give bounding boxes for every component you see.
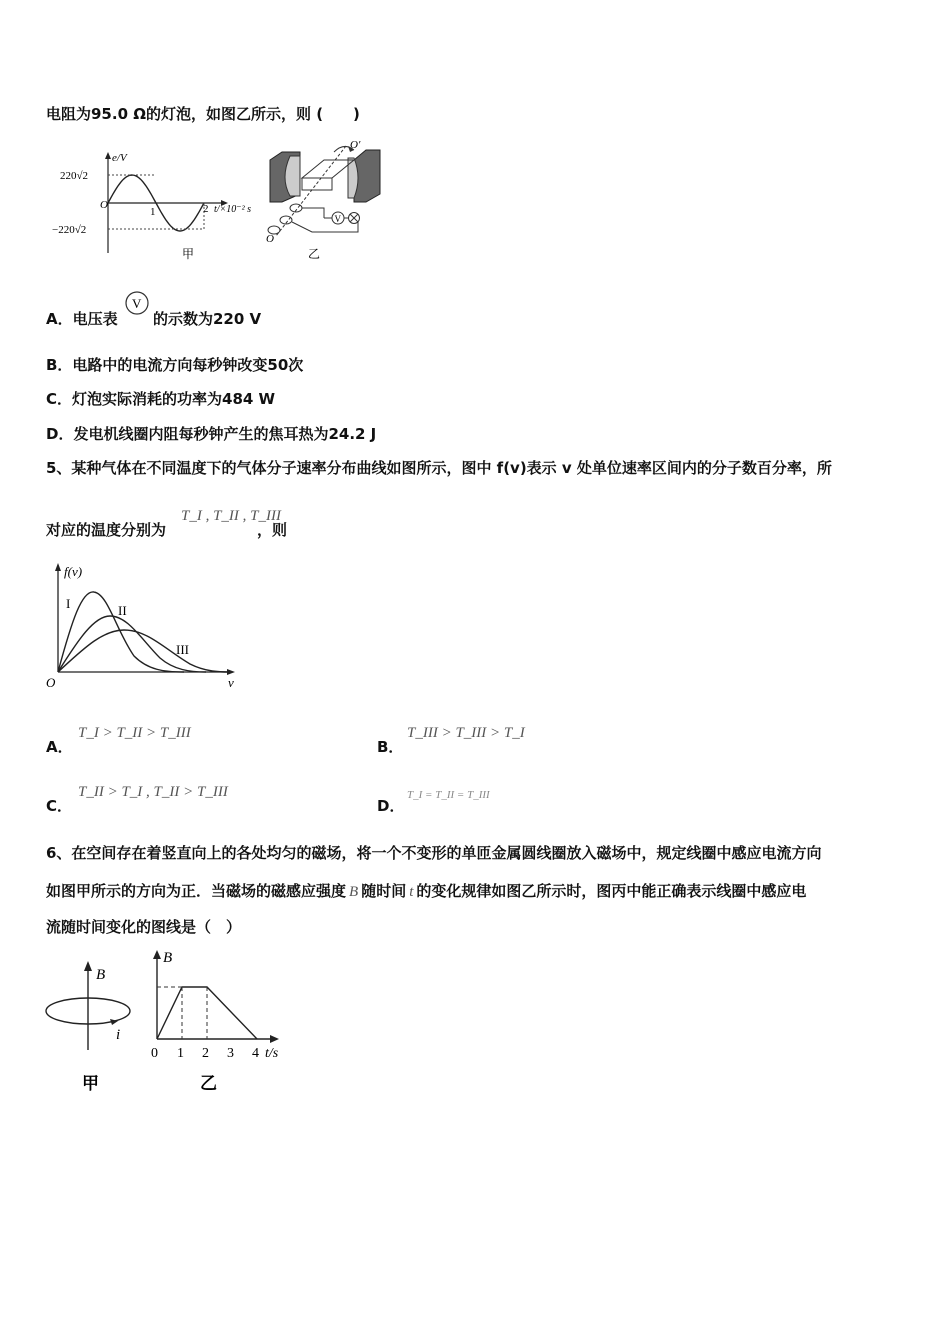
q6-line2-c: 的变化规律如图乙所示时，图丙中能正确表示线圈中感应电 [416,882,807,900]
x-arrow [270,1035,279,1043]
label-O1: O′ [350,139,361,151]
curve-III [58,630,230,672]
y-neg-label: −220√2 [52,224,87,236]
q5-stem-line1: 5、某种气体在不同温度下的气体分子速率分布曲线如图所示，图中 f(v)表示 v 处单位速率区间内的分子数百分率，所 [46,459,832,477]
label-O: O [266,233,274,245]
q5-figure [44,560,244,692]
q5-option-d-label: D． [377,797,405,815]
y-arrow [105,152,111,159]
q6-figure-jia [40,955,140,1095]
wire-2 [292,218,358,232]
curve-I-label: I [66,596,71,611]
caption-jia: 甲 [82,1074,99,1093]
xlabel: t/s [265,1046,279,1061]
caption-jia: 甲 [182,247,195,261]
q4-option-a-suffix: 的示数为220 V [153,310,262,328]
q5-option-a-math: T_I > T_II > T_III [78,725,191,741]
magnet-left-face [285,156,300,196]
ylabel: B [163,950,173,966]
tick-4: 4 [252,1046,259,1061]
q5-option-c-label: C． [46,797,73,815]
wire-1 [302,208,324,218]
tick-3: 3 [227,1046,234,1061]
q5-option-d-math: T_I = T_II = T_III [407,789,490,801]
q6-line2 [46,880,806,901]
tick-2: 2 [202,1046,209,1061]
tick2-label: 2 [203,203,209,215]
q5-stem-line2 [46,519,166,540]
tick-1: 1 [177,1046,184,1061]
q5-stem-math: T_I , T_II , T_III [181,508,281,524]
q5-stem-prefix: 对应的温度分别为 [46,521,167,539]
tick1-label: 1 [150,206,156,218]
q5-stem-suffix: ，则 [257,521,288,539]
q6-line2-a: 如图甲所示的方向为正．当磁场的磁感应强度 [46,882,347,900]
q4-option-d: D．发电机线圈内阻每秒钟产生的焦耳热为24.2 J [46,425,377,443]
q5-option-c-math: T_II > T_I , T_II > T_III [78,784,228,800]
voltmeter-symbol-text: V [132,296,142,311]
origin-label: O [100,199,108,211]
q4-figure-jia [46,148,271,263]
xlabel: t/×10⁻² s [214,204,251,215]
q4-option-a-prefix: A．电压表 [46,310,118,328]
y-arrow [153,950,161,959]
q6-figure-yi [145,945,295,1095]
label-i: i [116,1027,121,1043]
curve-III-label: III [176,642,189,657]
b-field-arrow [84,961,92,971]
q5-option-b-label: B． [377,738,404,756]
xlabel: v [228,675,234,690]
origin-label: O [46,675,56,690]
q4-figure-yi [262,138,392,263]
coil-top [302,160,354,178]
q4-stem: 电阻为95.0 Ω的灯泡，如图乙所示，则 ( ) [46,105,360,123]
q4-option-a [46,308,118,329]
ylabel: f(v) [64,564,83,579]
y-pos-label: 220√2 [60,170,89,182]
y-arrow [55,563,61,571]
q6-line2-B: B [349,884,359,900]
caption-yi: 乙 [200,1074,217,1093]
q6-line2-t: t [409,884,414,900]
curve-II-label: II [118,603,127,618]
caption-yi: 乙 [308,247,321,261]
voltmeter-label: V [334,214,341,224]
tick-0: 0 [151,1046,158,1061]
q4-option-c: C．灯泡实际消耗的功率为484 W [46,390,276,408]
q6-line3: 流随时间变化的图线是（ ） [46,918,242,936]
q5-option-a-label: A． [46,738,73,756]
q6-line1: 6、在空间存在着竖直向上的各处均匀的磁场，将一个不变形的单匝金属圆线圈放入磁场中，规定线圈中感应电流方向 [46,844,822,862]
q6-line2-b: 随时间 [361,882,407,900]
q4-option-b: B．电路中的电流方向每秒钟改变50次 [46,356,304,374]
voltmeter-symbol-icon [123,290,153,318]
ylabel: e/V [112,152,127,164]
q5-option-b-math: T_III > T_III > T_I [407,725,525,741]
label-B: B [96,967,106,983]
